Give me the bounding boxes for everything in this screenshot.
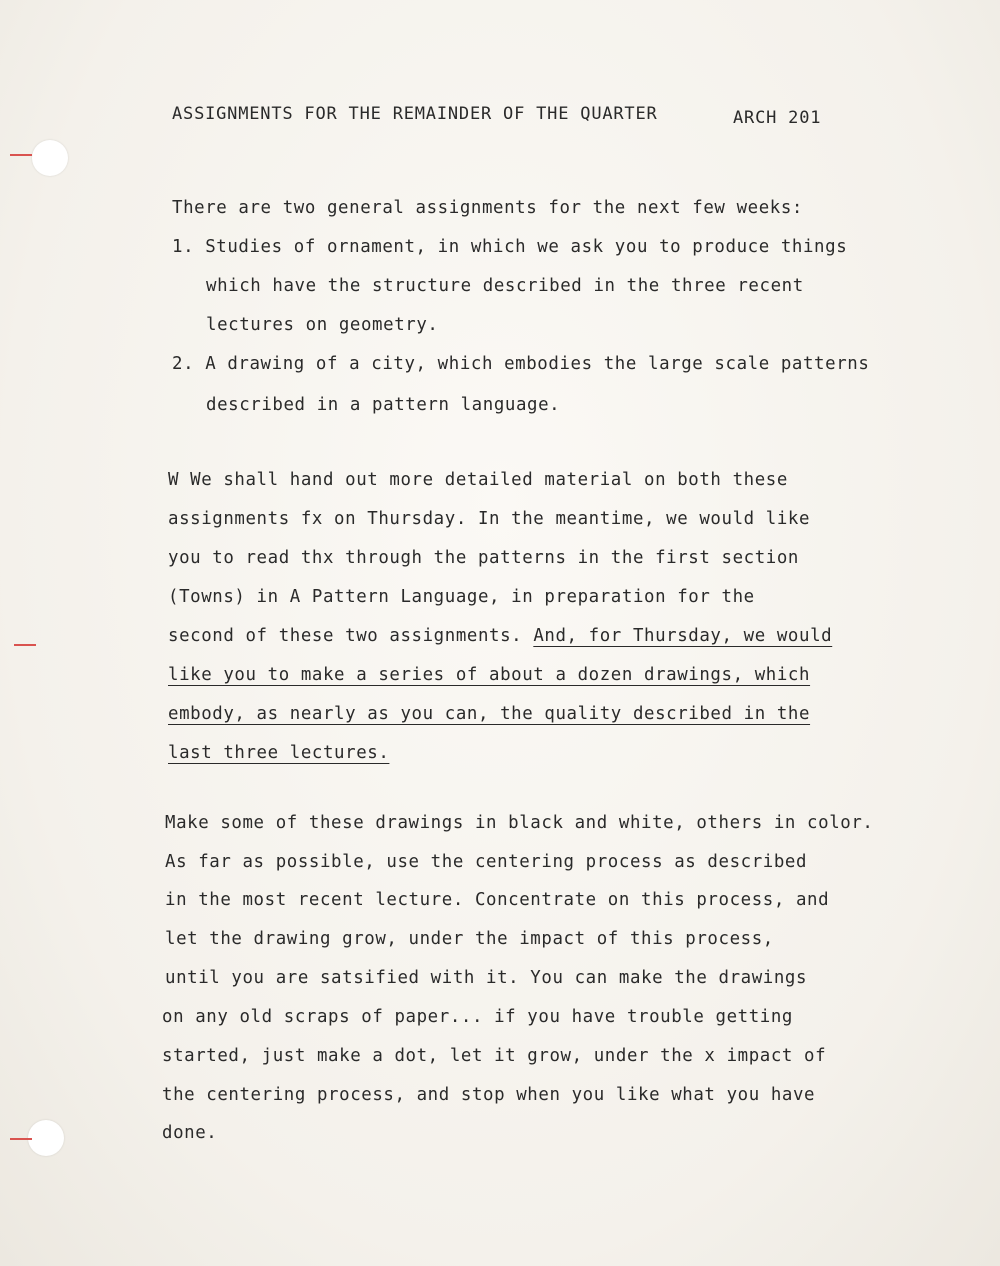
paragraph-line: the centering process, and stop when you like what you have	[162, 1085, 816, 1105]
list-item-1: 1. Studies of ornament, in which we ask you to produce things	[172, 237, 848, 257]
paragraph-line: (Towns) in A Pattern Language, in preparation for the	[168, 587, 755, 607]
intro-line: There are two general assignments for the next few weeks:	[172, 198, 803, 218]
paragraph-line: assignments fx on Thursday. In the meantime, we would like	[168, 509, 811, 529]
paragraph-line: let the drawing grow, under the impact of this process,	[165, 929, 774, 949]
paragraph-line: in the most recent lecture. Concentrate on this process, and	[165, 890, 830, 910]
paragraph-line	[168, 626, 832, 646]
paragraph-text: second of these two assignments.	[168, 626, 534, 646]
paragraph-line: on any old scraps of paper... if you have trouble getting	[162, 1007, 793, 1027]
list-item-2-cont: described in a pattern language.	[206, 395, 561, 415]
paragraph-line: started, just make a dot, let it grow, under the x impact of	[162, 1046, 827, 1066]
punch-hole-bottom	[28, 1120, 64, 1156]
list-item-2: 2. A drawing of a city, which embodies the large scale patterns	[172, 354, 870, 374]
list-item-1-cont: lectures on geometry.	[206, 315, 439, 335]
paragraph-line: until you are satsified with it. You can make the drawings	[165, 968, 808, 988]
underlined-line: last three lectures.	[168, 743, 390, 763]
underlined-text: And, for Thursday, we would	[533, 626, 833, 646]
paragraph-line: you to read thx through the patterns in the first section	[168, 548, 799, 568]
margin-mark-top	[10, 154, 32, 156]
course-code: ARCH 201	[733, 108, 822, 128]
paragraph-line: Make some of these drawings in black and white, others in color.	[165, 813, 874, 833]
paragraph-line: done.	[162, 1123, 218, 1143]
document-title: ASSIGNMENTS FOR THE REMAINDER OF THE QUARTER	[172, 104, 658, 124]
list-item-1-cont: which have the structure described in the three recent	[206, 276, 804, 296]
margin-mark-bottom	[10, 1138, 32, 1140]
paragraph-line: As far as possible, use the centering process as described	[165, 852, 808, 872]
underlined-line: like you to make a series of about a dozen drawings, which	[168, 665, 811, 685]
underlined-line: embody, as nearly as you can, the quality described in the	[168, 704, 811, 724]
margin-mark-middle	[14, 644, 36, 646]
punch-hole-top	[32, 140, 68, 176]
paragraph-line: W We shall hand out more detailed material on both these	[168, 470, 788, 490]
